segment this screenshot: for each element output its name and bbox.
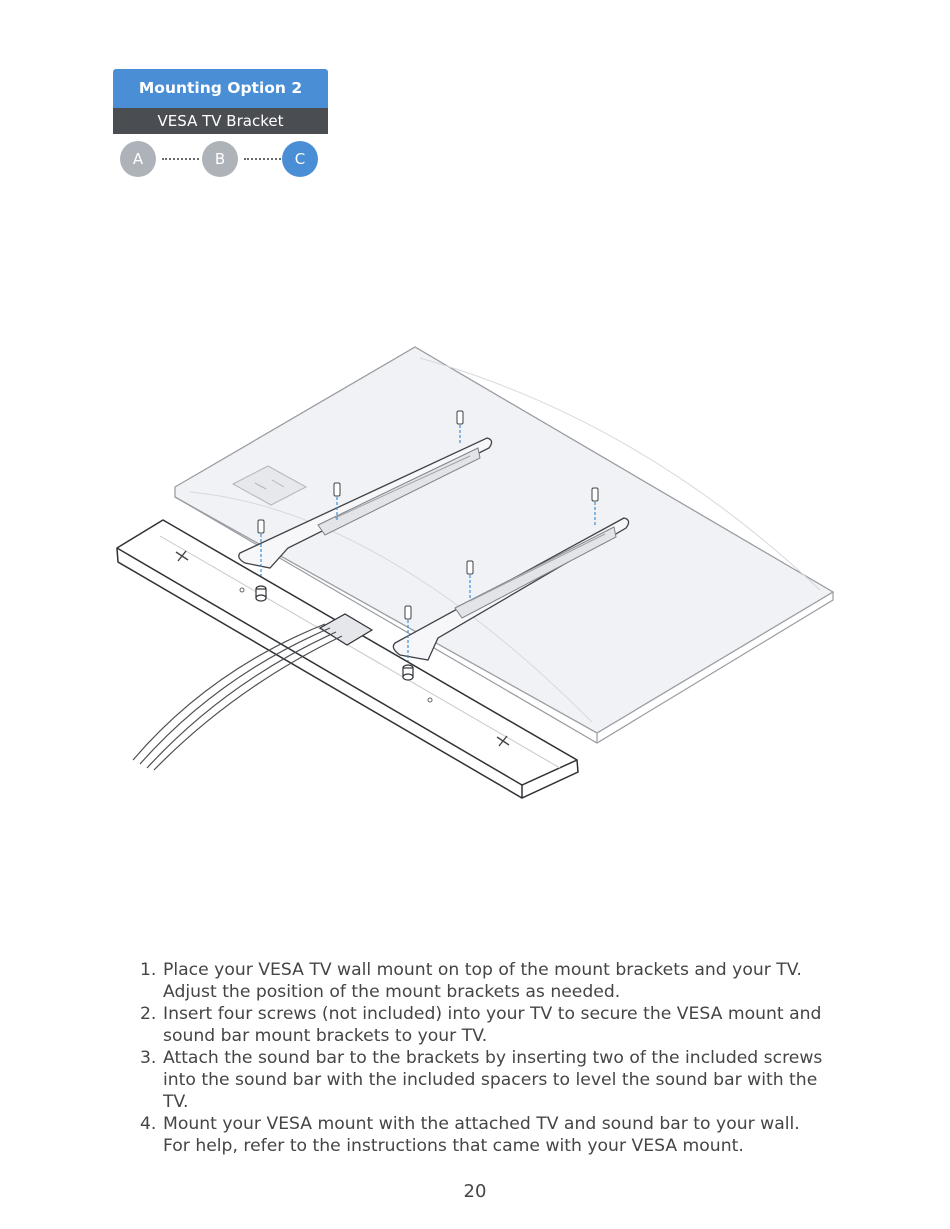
instruction-step bbox=[140, 959, 830, 1003]
spacer bbox=[403, 665, 413, 680]
option-subtitle: VESA TV Bracket bbox=[113, 108, 328, 134]
instruction-step bbox=[140, 1113, 830, 1157]
step-text: Insert four screws (not included) into your TV to secure the VESA mount and sound bar mount brackets to your TV. bbox=[163, 1004, 822, 1046]
option-title: Mounting Option 2 bbox=[113, 69, 328, 108]
step-connector bbox=[244, 158, 281, 160]
step-connector bbox=[162, 158, 199, 160]
step-text: Place your VESA TV wall mount on top of the mount brackets and your TV. Adjust the position of the mount brackets as needed. bbox=[163, 960, 802, 1002]
mounting-diagram bbox=[100, 330, 850, 810]
mounting-option-header bbox=[113, 69, 328, 134]
step-text: Mount your VESA mount with the attached TV and sound bar to your wall. For help, refer to the instructions that came with your VESA mount. bbox=[163, 1114, 800, 1156]
page-number: 20 bbox=[463, 1181, 487, 1202]
step-a: A bbox=[120, 141, 156, 177]
step-text: Attach the sound bar to the brackets by inserting two of the included screws into the sound bar with the included spacers to level the sound bar with the TV. bbox=[163, 1048, 823, 1112]
spacer bbox=[256, 586, 266, 601]
instruction-step bbox=[140, 1003, 830, 1047]
step-indicator bbox=[120, 141, 320, 177]
step-b: B bbox=[202, 141, 238, 177]
instruction-step bbox=[140, 1047, 830, 1113]
step-number: 3. bbox=[140, 1048, 157, 1068]
step-number: 4. bbox=[140, 1114, 157, 1134]
step-number: 1. bbox=[140, 960, 157, 980]
step-number: 2. bbox=[140, 1004, 157, 1024]
instruction-list bbox=[140, 959, 830, 1157]
step-c: C bbox=[282, 141, 318, 177]
